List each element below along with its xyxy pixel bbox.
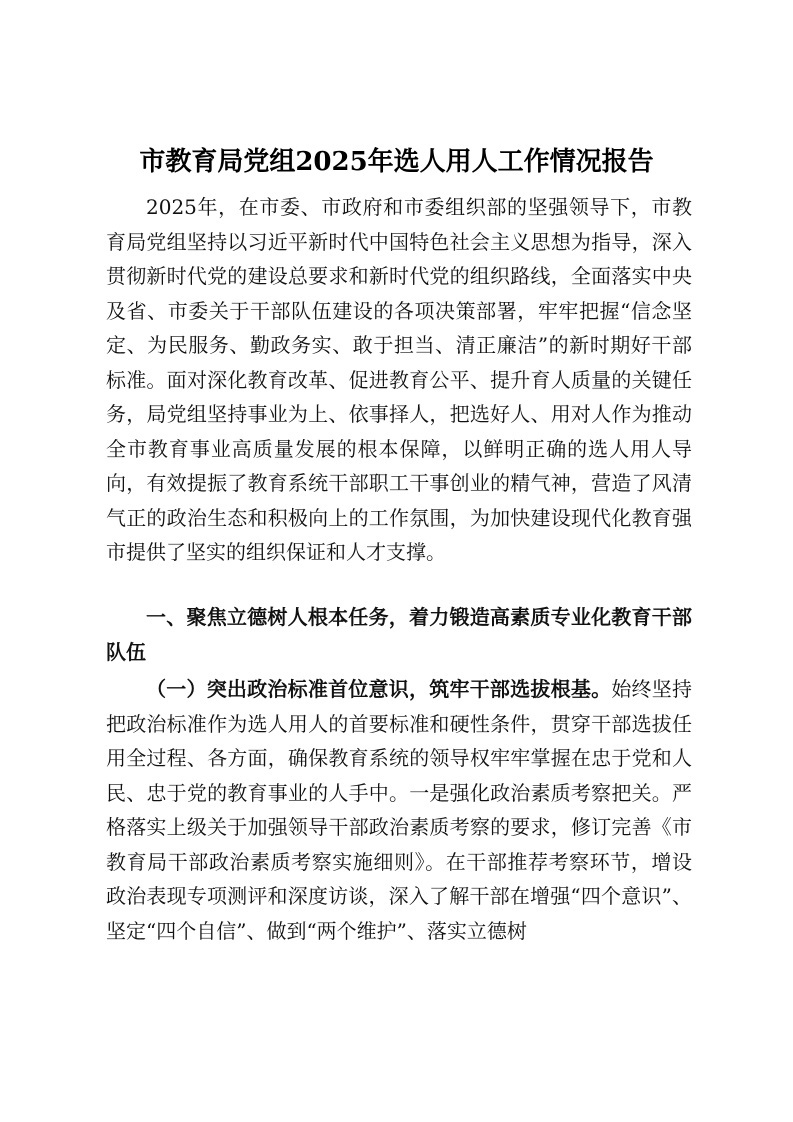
subsection-lead: （一）突出政治标准首位意识，筑牢干部选拔根基。 — [146, 677, 612, 701]
intro-paragraph: 2025年，在市委、市政府和市委组织部的坚强领导下，市教育局党组坚持以习近平新时代中国特色社会主义思想为指导，深入贯彻新时代党的建设总要求和新时代党的组织路线，全面落实中央及省、市委关于干部队伍建设的各项决策部署，牢牢把握“信念坚定、为民服务、勤政务实、敢于担当、清正廉洁”的新时期好干部标准。面对深化教育改革、促进教育公平、提升育人质量的关键任务，局党组坚持事业为上、依事择人，把选好人、用对人作为推动全市教育事业高质量发展的根本保障，以鲜明正确的选人用人导向，有效提振了教育系统干部职工干事创业的精气神，营造了风清气正的政治生态和积极向上的工作氛围，为加快建设现代化教育强市提供了坚实的组织保证和人才支撑。 — [106, 195, 692, 564]
document-title: 市教育局党组2025年选人用人工作情况报告 — [139, 147, 654, 177]
section-heading-1: 一、聚焦立德树人根本任务，着力锻造高素质专业化教育干部队伍 — [106, 605, 692, 664]
subsection-paragraph-1 — [106, 672, 692, 948]
subsection-body: 始终坚持把政治标准作为选人用人的首要标准和硬性条件，贯穿干部选拔任用全过程、各方面，确保教育系统的领导权牢牢掌握在忠于党和人民、忠于党的教育事业的人手中。一是强化政治素质考察把关。严格落实上级关于加强领导干部政治素质考察的要求，修订完善《市教育局干部政治素质考察实施细则》。在干部推荐考察环节，增设政治表现专项测评和深度访谈，深入了解干部在增强“四个意识”、坚定“四个自信”、做到“两个维护”、落实立德树 — [106, 677, 693, 943]
